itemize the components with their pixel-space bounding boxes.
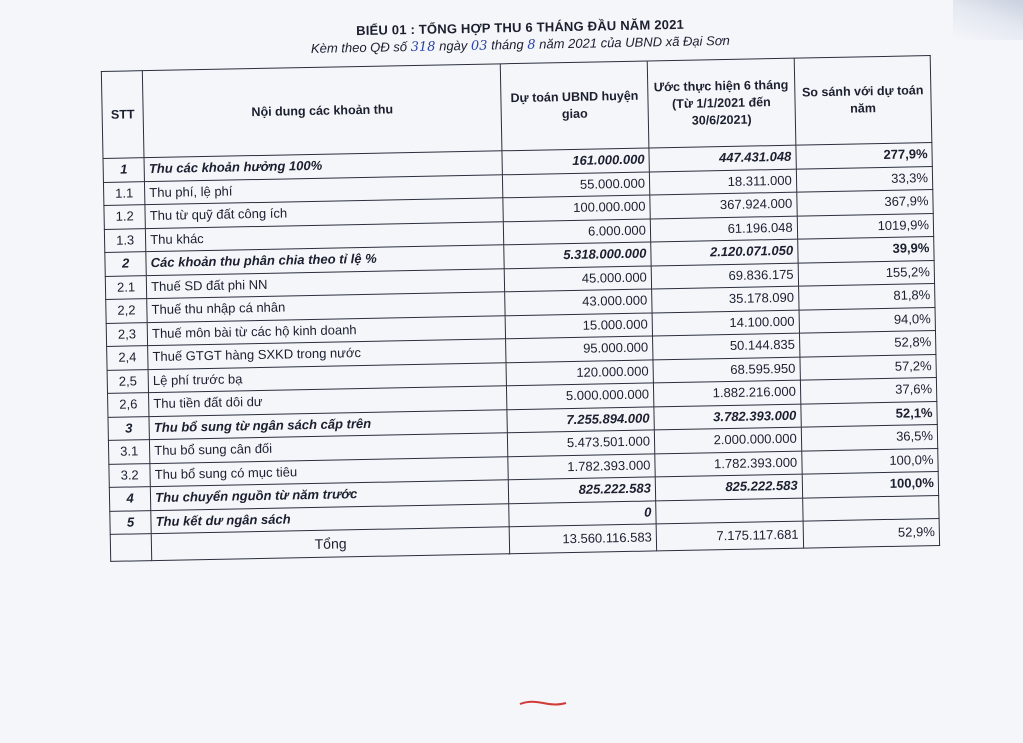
row-stt: 2,2	[106, 299, 148, 323]
total-compare: 52,9%	[803, 518, 940, 548]
row-name: Thu phí, lệ phí	[145, 174, 503, 204]
row-compare: 52,8%	[799, 331, 936, 357]
row-compare: 57,2%	[800, 354, 937, 380]
row-estimate: 68.595.950	[653, 357, 800, 383]
row-stt: 2,4	[107, 346, 149, 370]
header-estimate: Ước thực hiện 6 tháng (Từ 1/1/2021 đến 30/6/2021)	[647, 58, 795, 148]
row-compare: 1019,9%	[797, 213, 934, 239]
row-budget: 5.473.501.000	[508, 430, 655, 456]
decision-day: 03	[470, 38, 488, 54]
row-compare: 52,1%	[801, 401, 938, 427]
row-name: Thuế SD đất phi NN	[146, 268, 504, 298]
row-stt: 2	[105, 252, 147, 276]
row-name: Thuế GTGT hàng SXKD trong nước	[148, 339, 506, 369]
row-stt: 1	[103, 158, 145, 182]
row-estimate: 61.196.048	[650, 216, 797, 242]
row-name: Thu từ quỹ đất công ích	[145, 198, 503, 228]
row-budget: 100.000.000	[503, 195, 650, 221]
row-name: Thu bổ sung cân đối	[150, 433, 508, 463]
row-budget: 1.782.393.000	[508, 453, 655, 479]
row-estimate: 2.000.000.000	[654, 427, 801, 453]
row-budget: 825.222.583	[508, 477, 655, 503]
row-compare: 100,0%	[802, 471, 939, 497]
row-compare: 277,9%	[796, 143, 933, 169]
subtitle-suffix: năm 2021 của UBND xã Đại Sơn	[539, 32, 730, 52]
row-estimate: 2.120.071.050	[651, 239, 798, 265]
row-stt: 3.1	[108, 440, 150, 464]
row-compare	[802, 495, 939, 521]
row-name: Thuế thu nhập cá nhân	[147, 292, 505, 322]
row-stt: 2.1	[105, 275, 147, 299]
subtitle-day-label: ngày	[438, 37, 468, 54]
row-compare: 94,0%	[799, 307, 936, 333]
page-fold	[953, 0, 1023, 40]
row-estimate: 18.311.000	[649, 169, 796, 195]
row-stt: 3	[108, 416, 150, 440]
row-budget: 15.000.000	[505, 312, 652, 338]
total-stt	[110, 534, 152, 562]
total-budget: 13.560.116.583	[509, 524, 656, 554]
row-budget: 161.000.000	[502, 148, 649, 174]
row-budget: 43.000.000	[505, 289, 652, 315]
document-content	[100, 12, 950, 562]
row-estimate: 447.431.048	[649, 145, 796, 171]
revenue-table	[101, 55, 940, 562]
row-stt: 1.2	[104, 205, 146, 229]
row-compare: 367,9%	[797, 190, 934, 216]
header-compare: So sánh với dự toán năm	[794, 56, 932, 146]
row-stt: 1.3	[104, 228, 146, 252]
row-stt: 1.1	[103, 181, 145, 205]
header-budget: Dự toán UBND huyện giao	[500, 61, 648, 151]
subtitle-month-label: tháng	[490, 36, 524, 53]
red-ink-mark	[518, 698, 568, 708]
row-stt: 3.2	[109, 463, 151, 487]
row-estimate: 1.782.393.000	[655, 451, 802, 477]
row-estimate: 1.882.216.000	[653, 380, 800, 406]
row-name: Thu kết dư ngân sách	[151, 503, 509, 533]
row-estimate: 14.100.000	[652, 310, 799, 336]
row-budget: 120.000.000	[506, 359, 653, 385]
row-estimate	[656, 498, 803, 524]
row-budget: 5.000.000.000	[507, 383, 654, 409]
row-name: Thu bổ sung có mục tiêu	[150, 456, 508, 486]
row-budget: 55.000.000	[503, 171, 650, 197]
row-estimate: 69.836.175	[651, 263, 798, 289]
row-compare: 33,3%	[796, 166, 933, 192]
row-name: Thu chuyển nguồn từ năm trước	[150, 480, 508, 510]
decision-number: 318	[410, 39, 436, 56]
row-stt: 4	[109, 487, 151, 511]
row-estimate: 367.924.000	[650, 192, 797, 218]
row-name: Thu khác	[146, 221, 504, 251]
row-name: Thuế môn bài từ các hộ kinh doanh	[147, 315, 505, 345]
row-stt: 2,6	[108, 393, 150, 417]
total-label: Tổng	[151, 527, 509, 561]
row-name: Các khoản thu phân chia theo tỉ lệ %	[146, 245, 504, 275]
row-budget: 0	[509, 500, 656, 526]
row-budget: 95.000.000	[506, 336, 653, 362]
row-compare: 39,9%	[797, 237, 934, 263]
row-budget: 6.000.000	[503, 218, 650, 244]
subtitle-prefix: Kèm theo QĐ số	[310, 39, 408, 56]
row-estimate: 35.178.090	[652, 286, 799, 312]
row-name: Thu các khoản hưởng 100%	[144, 151, 502, 181]
row-name: Lệ phí trước bạ	[148, 362, 506, 392]
row-compare: 100,0%	[801, 448, 938, 474]
row-name: Thu bổ sung từ ngân sách cấp trên	[149, 409, 507, 439]
decision-month: 8	[527, 37, 536, 53]
document-title: BIỂU 01 : TỔNG HỢP THU 6 THÁNG ĐẦU NĂM 2021	[355, 16, 685, 39]
row-compare: 36,5%	[801, 424, 938, 450]
row-budget: 5.318.000.000	[504, 242, 651, 268]
row-budget: 45.000.000	[504, 265, 651, 291]
row-compare: 155,2%	[798, 260, 935, 286]
row-estimate: 50.144.835	[652, 333, 799, 359]
row-estimate: 3.782.393.000	[654, 404, 801, 430]
table-header-row	[101, 56, 932, 159]
row-estimate: 825.222.583	[655, 474, 802, 500]
row-compare: 81,8%	[798, 284, 935, 310]
row-budget: 7.255.894.000	[507, 406, 654, 432]
row-compare: 37,6%	[800, 378, 937, 404]
row-name: Thu tiền đất dôi dư	[149, 386, 507, 416]
total-estimate: 7.175.117.681	[656, 521, 803, 551]
row-stt: 5	[110, 510, 152, 534]
table-body	[103, 143, 940, 562]
header-stt: STT	[101, 71, 144, 159]
row-stt: 2,5	[107, 369, 149, 393]
header-content: Nội dung các khoản thu	[142, 64, 502, 158]
row-stt: 2,3	[106, 322, 148, 346]
